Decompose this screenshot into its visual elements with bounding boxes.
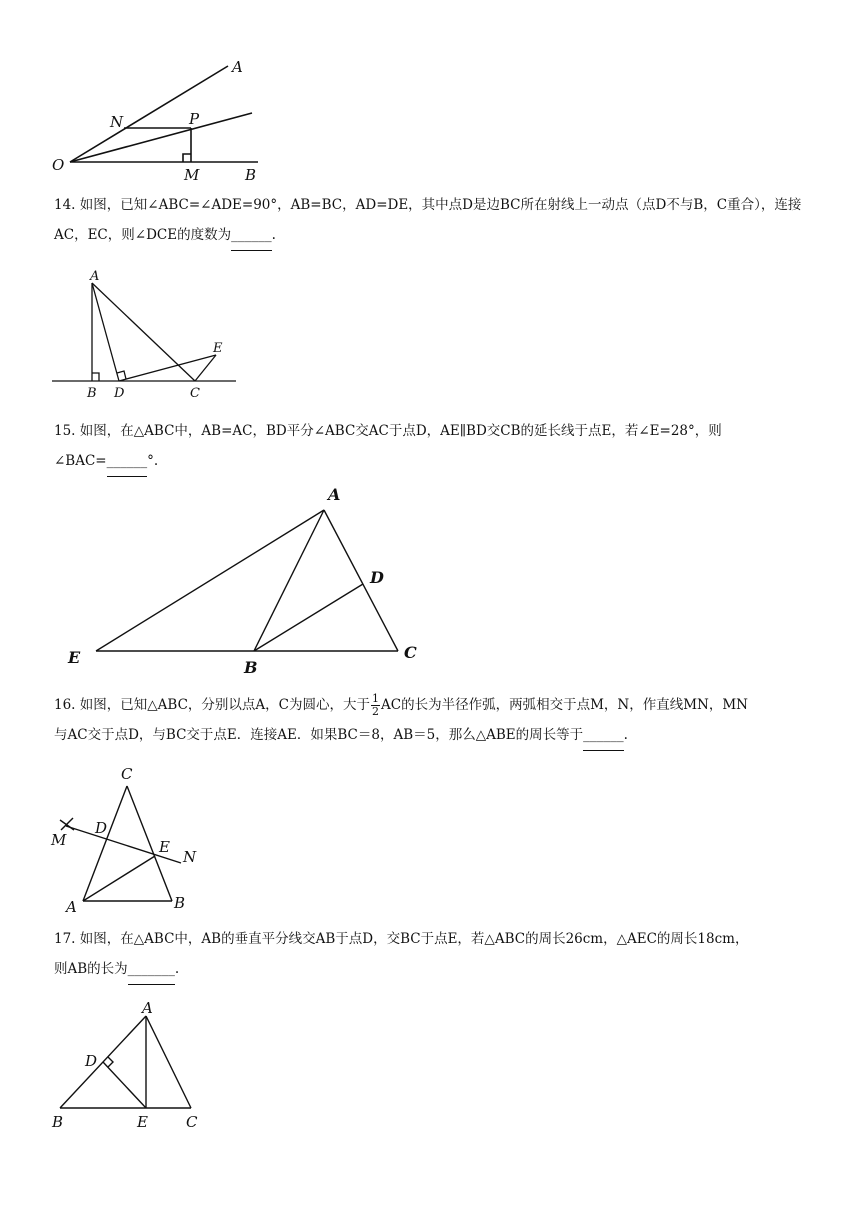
fig13-label-N: N bbox=[110, 113, 124, 131]
figure-14 bbox=[52, 283, 236, 381]
question-15 bbox=[54, 416, 806, 477]
figure-17 bbox=[60, 1016, 191, 1108]
question-16-line2 bbox=[54, 720, 806, 751]
fraction-one-half bbox=[371, 693, 380, 718]
fig13-label-O: O bbox=[52, 156, 65, 174]
question-14-body: 如图，已知∠ABC=∠ADE=90°，AB=BC，AD=DE，其中点D是边BC所在射线上一动点（点D不与B，C重合），连接AC，EC，则∠DCE的度数为 bbox=[54, 197, 802, 243]
fig17-label-A: A bbox=[142, 999, 153, 1017]
fig17-label-E: E bbox=[137, 1113, 148, 1131]
fig16-label-B: B bbox=[174, 894, 186, 912]
question-16-line1 bbox=[54, 690, 806, 720]
question-15-blank: ______ bbox=[107, 446, 148, 477]
fig16-label-N: N bbox=[183, 848, 197, 866]
question-15-prompt: ∠BAC= bbox=[54, 453, 107, 469]
question-15-tail: °. bbox=[147, 453, 159, 469]
fig15-label-A: A bbox=[328, 485, 341, 504]
question-14-tail: . bbox=[271, 227, 276, 243]
fig14-label-E: E bbox=[213, 341, 223, 356]
fig16-label-M: M bbox=[51, 831, 67, 849]
question-15-line2 bbox=[54, 446, 806, 477]
fig15-label-C: C bbox=[404, 643, 417, 662]
question-17-blank: _______ bbox=[128, 954, 175, 985]
fig15-label-E: E bbox=[68, 648, 81, 667]
fig14-label-C: C bbox=[190, 386, 200, 401]
fig16-label-A: A bbox=[66, 898, 77, 916]
question-16-part2: AC的长为半径作弧，两弧相交于点M，N，作直线MN，MN bbox=[381, 697, 748, 713]
fig15-label-D: D bbox=[370, 568, 384, 587]
question-15-line1 bbox=[54, 416, 806, 446]
question-16-tail: . bbox=[623, 727, 628, 743]
question-17-line2 bbox=[54, 954, 806, 985]
question-17 bbox=[54, 924, 806, 985]
question-16-part1: 如图，已知△ABC，分别以点A，C为圆心，大于 bbox=[79, 697, 370, 713]
fig17-label-D: D bbox=[85, 1052, 98, 1070]
fig13-label-B: B bbox=[245, 166, 257, 184]
question-15-number: 15. bbox=[54, 423, 76, 439]
fig14-label-B: B bbox=[87, 386, 97, 401]
fig13-label-M: M bbox=[184, 166, 200, 184]
fig16-label-D: D bbox=[95, 819, 108, 837]
question-16-blank: ______ bbox=[583, 720, 624, 751]
fig16-label-C: C bbox=[121, 765, 133, 783]
question-17-body: 如图，在△ABC中，AB的垂直平分线交AB于点D，交BC于点E，若△ABC的周长26cm，△AEC的周长18cm， bbox=[79, 931, 749, 947]
question-16-number: 16. bbox=[54, 697, 76, 713]
question-14-number: 14. bbox=[54, 197, 76, 213]
question-17-number: 17. bbox=[54, 931, 76, 947]
fig14-label-D: D bbox=[114, 386, 125, 401]
question-14 bbox=[54, 190, 806, 251]
fraction-numerator: 1 bbox=[372, 692, 379, 705]
fig13-label-A: A bbox=[232, 58, 243, 76]
question-17-line1 bbox=[54, 924, 806, 954]
fig16-label-E: E bbox=[159, 838, 170, 856]
fig13-label-P: P bbox=[189, 110, 200, 128]
question-17-tail: . bbox=[174, 961, 180, 977]
fig17-label-B: B bbox=[52, 1113, 64, 1131]
fig15-label-B: B bbox=[244, 658, 258, 677]
question-14-blank: ______ bbox=[231, 220, 272, 251]
figure-13 bbox=[70, 66, 258, 162]
fig17-label-C: C bbox=[186, 1113, 198, 1131]
question-16-body2: 与AC交于点D，与BC交于点E．连接AE．如果BC＝8，AB＝5，那么△ABE的周长等于 bbox=[54, 727, 584, 743]
fraction-denominator: 2 bbox=[372, 705, 379, 718]
fig14-label-A: A bbox=[90, 269, 100, 284]
question-16 bbox=[54, 690, 806, 751]
figure-15 bbox=[96, 510, 398, 651]
question-15-body: 如图，在△ABC中，AB=AC，BD平分∠ABC交AC于点D，AE∥BD交CB的延长线于点E，若∠E=28°，则 bbox=[79, 423, 722, 439]
question-14-text bbox=[54, 190, 806, 251]
question-17-prompt: 则AB的长为 bbox=[54, 961, 128, 977]
